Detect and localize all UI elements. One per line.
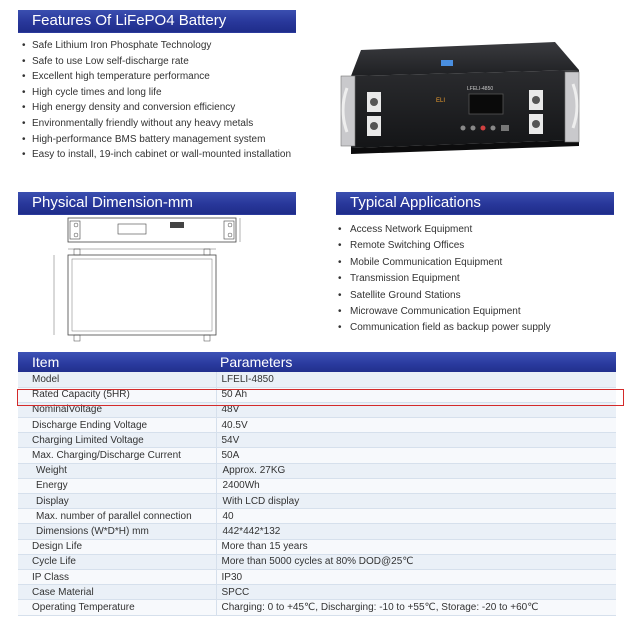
- dimension-drawing: [40, 213, 280, 350]
- feature-item: • High energy density and conversion efficiency: [22, 100, 291, 116]
- spec-value: IP30: [216, 569, 616, 584]
- spec-label: Display: [18, 494, 216, 509]
- battery-product-image: [333, 36, 583, 168]
- spec-value: 54V: [216, 433, 616, 448]
- specs-header-row: [18, 352, 616, 372]
- spec-value: 40: [216, 509, 616, 524]
- spec-value: 50 Ah: [216, 387, 616, 402]
- feature-item: • Easy to install, 19-inch cabinet or wall-mounted installation: [22, 147, 291, 163]
- table-row: [18, 372, 616, 387]
- table-row: [18, 524, 616, 539]
- application-item: • Remote Switching Offices: [338, 238, 551, 254]
- table-row: [18, 463, 616, 478]
- spec-value: 2400Wh: [216, 478, 616, 493]
- battery-model-label: LFELI-4850: [467, 86, 494, 92]
- feature-item: • Safe Lithium Iron Phosphate Technology: [22, 38, 291, 54]
- dimension-title: Physical Dimension-mm: [32, 194, 193, 211]
- spec-value: Approx. 27KG: [216, 463, 616, 478]
- spec-label: Max. number of parallel connection: [18, 509, 216, 524]
- spec-value: Charging: 0 to +45℃, Discharging: -10 to +55℃, Storage: -20 to +60℃: [216, 600, 616, 615]
- table-row: [18, 509, 616, 524]
- spec-label: Energy: [18, 478, 216, 493]
- feature-item: • High cycle times and long life: [22, 85, 291, 101]
- table-row: [18, 585, 616, 600]
- rated-capacity-highlight: [17, 389, 624, 406]
- table-row: [18, 418, 616, 433]
- application-item: • Communication field as backup power supply: [338, 320, 551, 336]
- applications-list: [338, 222, 551, 337]
- feature-item: • High-performance BMS battery management system: [22, 132, 291, 148]
- spec-label: Design Life: [18, 539, 216, 554]
- spec-value: LFELI-4850: [216, 372, 616, 387]
- features-header-rule: [18, 32, 296, 33]
- spec-label: Discharge Ending Voltage: [18, 418, 216, 433]
- application-item: • Mobile Communication Equipment: [338, 255, 551, 271]
- spec-label: Rated Capacity (5HR): [18, 387, 216, 402]
- table-row: [18, 554, 616, 569]
- spec-label: Charging Limited Voltage: [18, 433, 216, 448]
- feature-item: • Excellent high temperature performance: [22, 69, 291, 85]
- table-row: [18, 569, 616, 584]
- features-list: [22, 38, 291, 163]
- spec-value: More than 5000 cycles at 80% DOD@25℃: [216, 554, 616, 569]
- feature-item: • Safe to use Low self-discharge rate: [22, 54, 291, 70]
- spec-label: Dimensions (W*D*H) mm: [18, 524, 216, 539]
- spec-value: More than 15 years: [216, 539, 616, 554]
- application-item: • Transmission Equipment: [338, 271, 551, 287]
- spec-label: Weight: [18, 463, 216, 478]
- spec-label: IP Class: [18, 569, 216, 584]
- spec-label: Model: [18, 372, 216, 387]
- spec-value: 48V: [216, 402, 616, 417]
- spec-label: Cycle Life: [18, 554, 216, 569]
- features-header: [18, 10, 296, 32]
- spec-value: 50A: [216, 448, 616, 463]
- applications-header-rule: [336, 214, 614, 215]
- table-row: [18, 448, 616, 463]
- application-item: • Microwave Communication Equipment: [338, 304, 551, 320]
- svg-text:ELI: ELI: [436, 98, 446, 104]
- applications-header: [336, 192, 614, 214]
- spec-label: Operating Temperature: [18, 600, 216, 615]
- spec-value: 40.5V: [216, 418, 616, 433]
- header-item: Item: [18, 352, 216, 372]
- applications-title: Typical Applications: [350, 194, 481, 211]
- table-row: [18, 494, 616, 509]
- header-parameters: Parameters: [216, 352, 616, 372]
- spec-label: Case Material: [18, 585, 216, 600]
- table-row: [18, 433, 616, 448]
- spec-label: NominalVoltage: [18, 402, 216, 417]
- application-item: • Access Network Equipment: [338, 222, 551, 238]
- application-item: • Satellite Ground Stations: [338, 288, 551, 304]
- table-row: [18, 478, 616, 493]
- spec-value: 442*442*132: [216, 524, 616, 539]
- spec-label: Max. Charging/Discharge Current: [18, 448, 216, 463]
- spec-value: With LCD display: [216, 494, 616, 509]
- table-row: [18, 539, 616, 554]
- spec-value: SPCC: [216, 585, 616, 600]
- features-title: Features Of LiFePO4 Battery: [32, 12, 227, 29]
- table-row: [18, 600, 616, 615]
- dimension-header: [18, 192, 296, 214]
- feature-item: • Environmentally friendly without any heavy metals: [22, 116, 291, 132]
